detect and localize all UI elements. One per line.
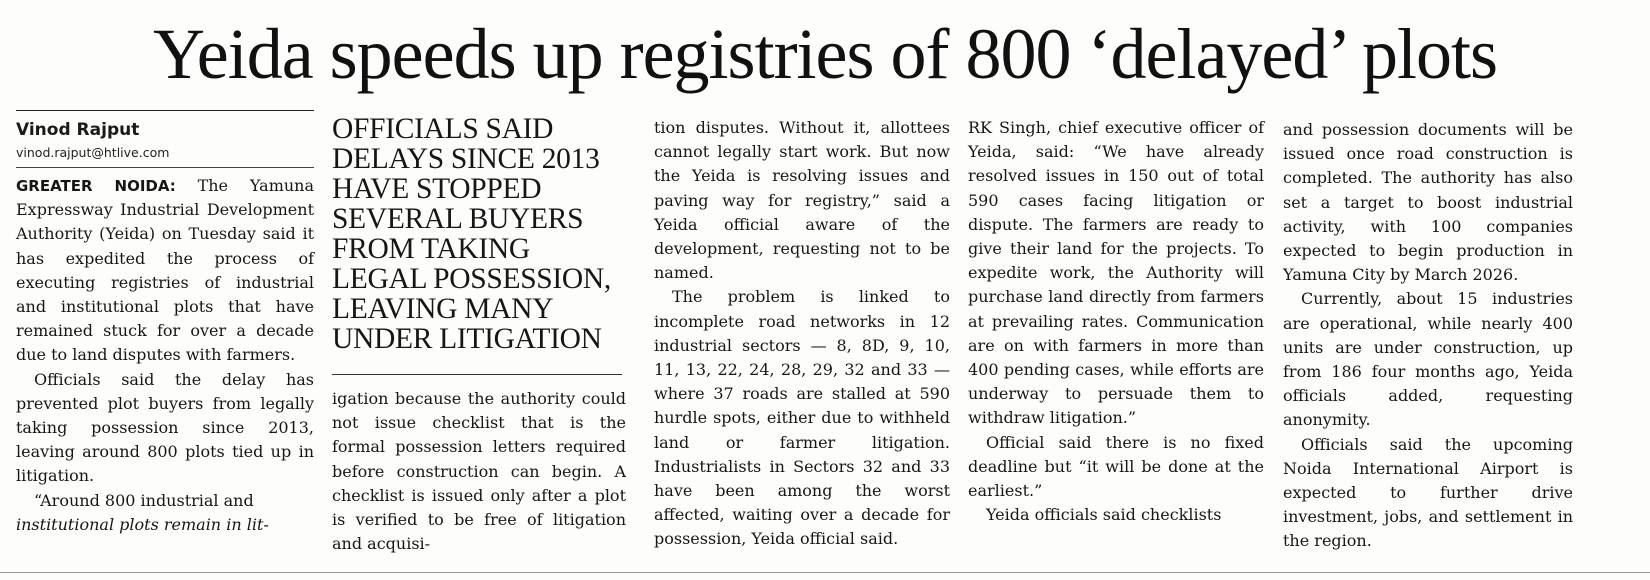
column-5 bbox=[1283, 118, 1573, 554]
paragraph: Yeida officials said checklists bbox=[986, 505, 1222, 525]
column-1 bbox=[16, 110, 314, 537]
column-2 bbox=[332, 110, 626, 556]
pull-quote-rule bbox=[332, 374, 622, 375]
paragraph: and possession documents will be issued once road construction is completed. The authority has also set a target to boost industrial activity, with 100 companies expected to begin production in Yamuna City by March 2026. bbox=[1283, 120, 1573, 285]
paragraph: Officials said the upcoming Noida International Airport is expected to further drive investment, jobs, and settlement in the region. bbox=[1283, 434, 1573, 551]
paragraph-text: “Around 800 industrial and bbox=[34, 490, 254, 510]
page-bottom-rule bbox=[0, 572, 1650, 573]
column-3 bbox=[654, 116, 950, 552]
paragraph bbox=[16, 489, 314, 537]
byline-author: Vinod Rajput bbox=[16, 120, 140, 140]
byline-bottom-rule bbox=[16, 167, 314, 168]
paragraph: Official said there is no fixed deadline but “it will be done at the earliest.” bbox=[968, 432, 1264, 501]
paragraph: RK Singh, chief executive officer of Yeida, said: “We have already resolved issues in 150 out of total 590 cases facing litigation or dispute. The farmers are ready to give their land for the projects. To expedite work, the Authority will purchase land directly from farmers at prevailing rates. Communication are on with farmers in more than 400 pending cases, while efforts are underway to persuade them to withdraw litigation.” bbox=[968, 118, 1264, 428]
paragraph: tion disputes. Without it, allottees cannot legally start work. But now the Yeida is resolving issues and paving way for registry,” said a Yeida official aware of the development, requesting not to be named. bbox=[654, 118, 950, 283]
headline: Yeida speeds up registries of 800 ‘delayed’ plots bbox=[152, 14, 1498, 94]
column-4 bbox=[968, 116, 1264, 527]
byline-top-rule bbox=[16, 110, 314, 111]
paragraph: Officials said the delay has prevented plot buyers from legally taking possession since 2013, leaving around 800 plots tied up in litigation. bbox=[16, 369, 314, 486]
dateline: GREATER NOIDA: bbox=[16, 177, 176, 195]
paragraph-text-italic: institutional plots remain in lit- bbox=[16, 514, 269, 534]
pull-quote: OFFICIALS SAID DELAYS SINCE 2013 HAVE STOPPED SEVERAL BUYERS FROM TAKING LEGAL POSSESSION, LEAVING MANY UNDER LITIGATION bbox=[332, 113, 612, 355]
paragraph: igation because the authority could not issue checklist that is the formal possession letters required before construction can begin. A checklist is issued only after a plot is verified to be free of litigation and acquisi- bbox=[332, 389, 626, 554]
byline-email: vinod.rajput@htlive.com bbox=[16, 145, 170, 160]
paragraph-text: The Yamuna Expressway Industrial Development Authority (Yeida) on Tuesday said it has expedited the process of executing registries of industrial and institutional plots that have remained stuck for over a decade due to land disputes with farmers. bbox=[16, 176, 315, 365]
paragraph: Currently, about 15 industries are operational, while nearly 400 units are under construction, up from 186 four months ago, Yeida officials added, requesting anonymity. bbox=[1283, 289, 1573, 430]
paragraph: The problem is linked to incomplete road networks in 12 industrial sectors — 8, 8D, 9, 10, 11, 13, 22, 24, 28, 29, 32 and 33 — where 37 roads are stalled at 590 hurdle spots, either due to withheld land or farmer litigation. Industrialists in Sectors 32 and 33 have been among the worst affected, waiting over a decade for possession, Yeida official said. bbox=[654, 287, 950, 549]
paragraph bbox=[16, 174, 314, 368]
